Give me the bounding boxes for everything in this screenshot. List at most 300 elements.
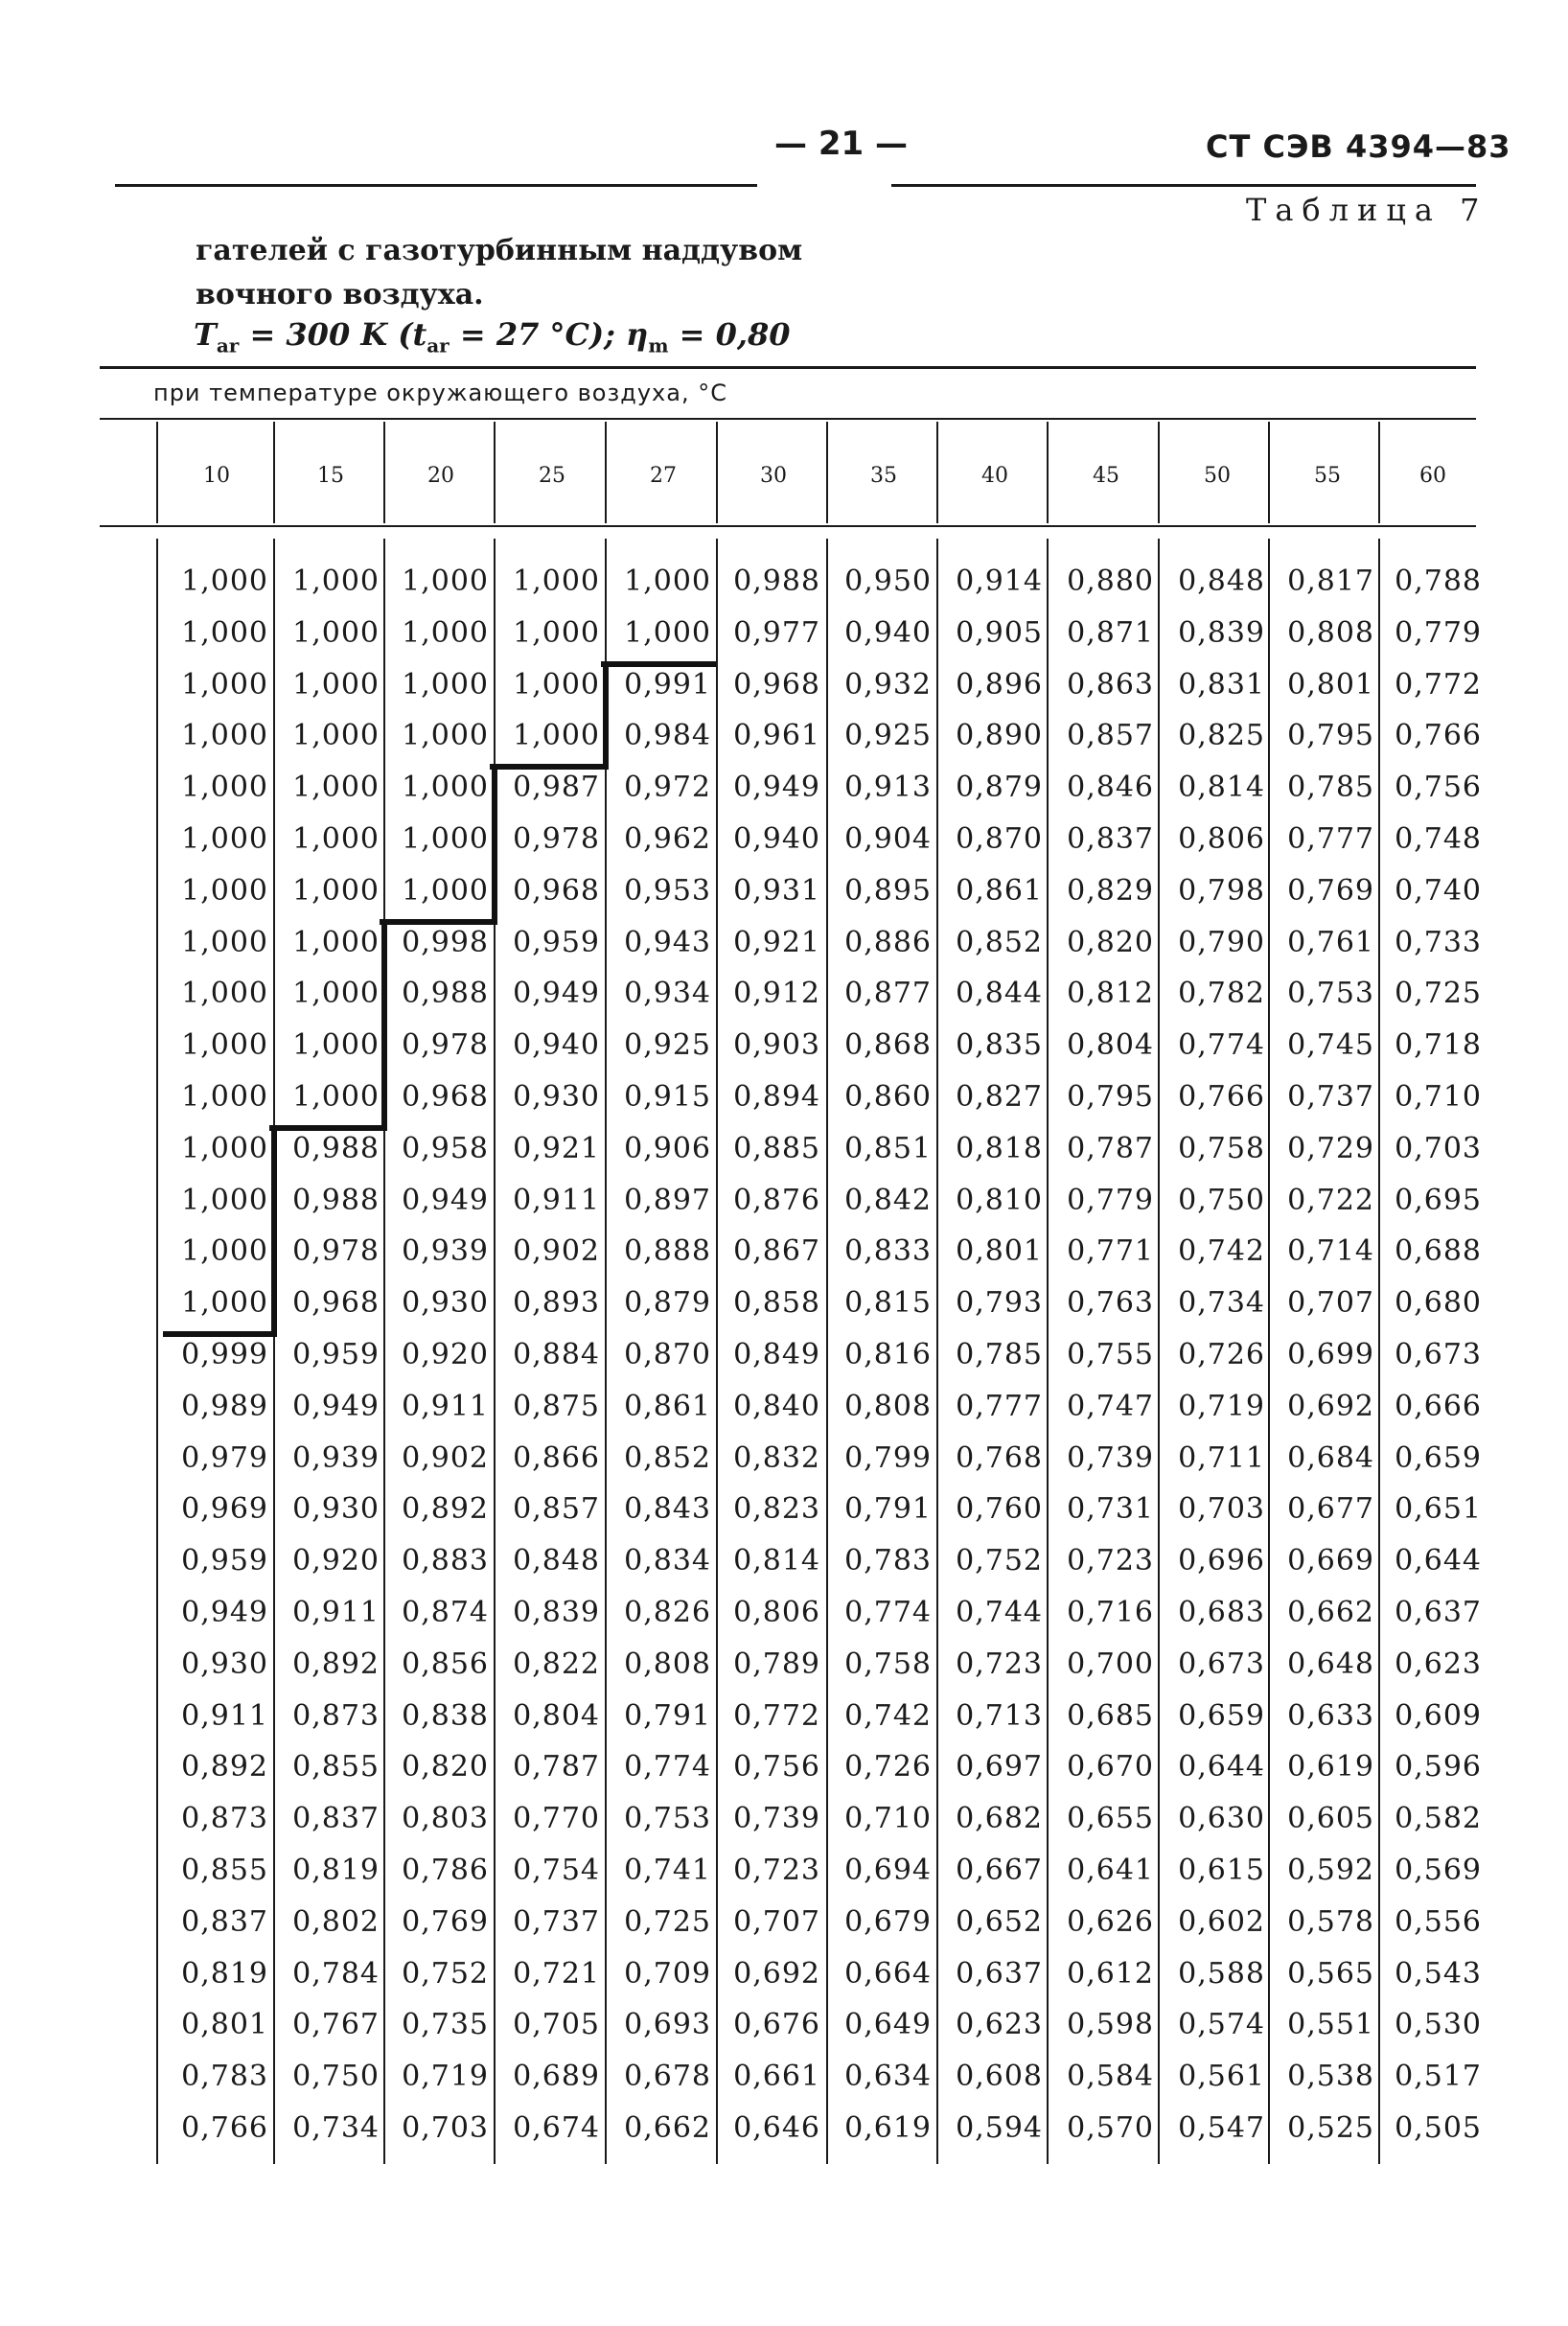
table-cell: 0,719 xyxy=(1178,1389,1265,1423)
header-top-rule xyxy=(100,418,1476,420)
table-cell: 0,766 xyxy=(1178,1080,1265,1114)
table-cell: 0,731 xyxy=(1067,1492,1154,1527)
table-cell: 0,768 xyxy=(956,1440,1043,1475)
table-cell: 0,664 xyxy=(844,1956,932,1991)
table-cell: 0,752 xyxy=(956,1544,1043,1578)
table-cell: 0,594 xyxy=(956,2111,1043,2145)
table-cell: 0,984 xyxy=(624,719,711,753)
table-cell: 1,000 xyxy=(181,873,268,908)
table-cell: 0,612 xyxy=(1067,1956,1154,1991)
table-cell: 0,823 xyxy=(733,1492,820,1527)
table-cell: 0,914 xyxy=(956,564,1043,598)
table-cell: 0,822 xyxy=(513,1647,600,1681)
table-cell: 0,979 xyxy=(181,1440,268,1475)
table-cell: 0,651 xyxy=(1395,1492,1482,1527)
table-cell: 0,726 xyxy=(844,1750,932,1785)
table-cell: 0,747 xyxy=(1067,1389,1154,1423)
table-cell: 0,834 xyxy=(624,1544,711,1578)
table-cell: 0,662 xyxy=(1287,1596,1374,1629)
boundary-step-line xyxy=(381,919,387,1131)
table-cell: 0,592 xyxy=(1287,1854,1374,1887)
table-cell: 0,674 xyxy=(513,2111,600,2145)
table-cell: 1,000 xyxy=(513,667,600,702)
boundary-step-line xyxy=(380,919,494,925)
table-cell: 0,767 xyxy=(292,2008,380,2042)
column-divider-header xyxy=(1378,422,1380,523)
table-cell: 0,892 xyxy=(181,1750,268,1785)
table-cell: 0,789 xyxy=(733,1647,820,1681)
table-cell: 0,582 xyxy=(1395,1802,1482,1836)
table-cell: 0,930 xyxy=(513,1080,600,1114)
table-cell: 0,949 xyxy=(402,1183,489,1217)
table-cell: 0,968 xyxy=(292,1286,380,1321)
table-cell: 1,000 xyxy=(181,1234,268,1269)
table-cell: 0,958 xyxy=(402,1131,489,1165)
table-cell: 0,763 xyxy=(1067,1286,1154,1321)
table-cell: 1,000 xyxy=(292,1028,380,1063)
table-cell: 0,799 xyxy=(844,1440,932,1475)
table-cell: 0,644 xyxy=(1178,1750,1265,1785)
table-cell: 0,543 xyxy=(1395,1956,1482,1991)
table-cell: 0,637 xyxy=(1395,1596,1482,1629)
table-cell: 0,707 xyxy=(733,1904,820,1939)
table-cell: 1,000 xyxy=(513,719,600,753)
table-cell: 0,866 xyxy=(513,1440,600,1475)
formula-eta-sub: m xyxy=(648,334,669,357)
table-cell: 1,000 xyxy=(181,615,268,650)
table-cell: 0,783 xyxy=(844,1544,932,1578)
table-cell: 0,903 xyxy=(733,1028,820,1063)
table-cell: 0,693 xyxy=(624,2008,711,2042)
table-cell: 1,000 xyxy=(181,719,268,753)
table-cell: 0,739 xyxy=(733,1802,820,1836)
table-cell: 0,968 xyxy=(402,1080,489,1114)
table-cell: 0,867 xyxy=(733,1234,820,1269)
table-cell: 0,644 xyxy=(1395,1544,1482,1578)
table-cell: 0,884 xyxy=(513,1338,600,1371)
table-cell: 0,861 xyxy=(624,1389,711,1423)
table-cell: 0,806 xyxy=(733,1596,820,1629)
table-cell: 0,940 xyxy=(733,822,820,856)
table-cell: 1,000 xyxy=(402,822,489,856)
table-cell: 0,688 xyxy=(1395,1234,1482,1269)
table-cell: 0,756 xyxy=(1395,771,1482,805)
table-cell: 0,652 xyxy=(956,1904,1043,1939)
table-cell: 0,722 xyxy=(1287,1183,1374,1217)
table-cell: 0,940 xyxy=(513,1028,600,1063)
formula-mid: = 300 K (t xyxy=(239,316,427,353)
table-cell: 0,880 xyxy=(1067,564,1154,598)
table-cell: 0,877 xyxy=(844,977,932,1011)
table-cell: 0,802 xyxy=(292,1904,380,1939)
table-cell: 0,873 xyxy=(181,1802,268,1836)
table-cell: 0,707 xyxy=(1287,1286,1374,1321)
table-cell: 0,849 xyxy=(733,1338,820,1371)
table-cell: 0,793 xyxy=(956,1286,1043,1321)
table-cell: 0,905 xyxy=(956,615,1043,650)
table-cell: 0,637 xyxy=(956,1956,1043,1991)
table-cell: 0,801 xyxy=(181,2008,268,2042)
table-cell: 0,949 xyxy=(292,1389,380,1423)
table-cell: 0,694 xyxy=(844,1854,932,1887)
table-cell: 0,772 xyxy=(733,1698,820,1733)
table-cell: 1,000 xyxy=(402,873,489,908)
table-cell: 0,673 xyxy=(1178,1647,1265,1681)
table-cell: 0,648 xyxy=(1287,1647,1374,1681)
table-cell: 0,551 xyxy=(1287,2008,1374,2042)
table-cell: 0,860 xyxy=(844,1080,932,1114)
table-cell: 0,505 xyxy=(1395,2111,1482,2145)
document-code: СТ СЭВ 4394—83 xyxy=(1206,128,1511,165)
table-cell: 0,886 xyxy=(844,925,932,959)
table-cell: 0,832 xyxy=(733,1440,820,1475)
table-cell: 0,991 xyxy=(624,667,711,702)
table-cell: 0,750 xyxy=(292,2060,380,2094)
table-cell: 0,801 xyxy=(1287,667,1374,702)
column-divider-header xyxy=(1158,422,1160,523)
table-cell: 0,784 xyxy=(292,1956,380,1991)
table-cell: 0,896 xyxy=(956,667,1043,702)
table-cell: 0,662 xyxy=(624,2111,711,2145)
table-cell: 0,814 xyxy=(733,1544,820,1578)
table-cell: 0,630 xyxy=(1178,1802,1265,1836)
table-cell: 0,623 xyxy=(956,2008,1043,2042)
table-cell: 0,786 xyxy=(402,1854,489,1887)
table-cell: 0,699 xyxy=(1287,1338,1374,1371)
table-cell: 0,969 xyxy=(181,1492,268,1527)
table-cell: 0,911 xyxy=(513,1183,600,1217)
table-cell: 0,949 xyxy=(181,1596,268,1629)
table-cell: 0,716 xyxy=(1067,1596,1154,1629)
column-header: 15 xyxy=(317,464,344,488)
table-cell: 0,978 xyxy=(402,1028,489,1063)
table-cell: 0,932 xyxy=(844,667,932,702)
boundary-step-line xyxy=(271,1125,277,1337)
table-cell: 0,858 xyxy=(733,1286,820,1321)
boundary-step-line xyxy=(269,1125,383,1131)
table-cell: 0,930 xyxy=(181,1647,268,1681)
column-header: 35 xyxy=(870,464,897,488)
table-cell: 0,615 xyxy=(1178,1854,1265,1887)
table-cell: 0,870 xyxy=(624,1338,711,1371)
table-cell: 0,726 xyxy=(1178,1338,1265,1371)
table-cell: 0,723 xyxy=(956,1647,1043,1681)
table-cell: 0,817 xyxy=(1287,564,1374,598)
table-cell: 0,810 xyxy=(956,1183,1043,1217)
table-cell: 0,760 xyxy=(956,1492,1043,1527)
table-cell: 0,745 xyxy=(1287,1028,1374,1063)
table-cell: 0,791 xyxy=(844,1492,932,1527)
table-cell: 0,530 xyxy=(1395,2008,1482,2042)
table-cell: 0,598 xyxy=(1067,2008,1154,2042)
table-cell: 0,700 xyxy=(1067,1647,1154,1681)
table-cell: 0,734 xyxy=(1178,1286,1265,1321)
table-cell: 0,752 xyxy=(402,1956,489,1991)
table-cell: 0,988 xyxy=(292,1131,380,1165)
table-cell: 0,742 xyxy=(844,1698,932,1733)
header-rule-right xyxy=(891,184,1476,187)
table-cell: 0,826 xyxy=(624,1596,711,1629)
table-cell: 0,988 xyxy=(733,564,820,598)
table-cell: 0,739 xyxy=(1067,1440,1154,1475)
table-cell: 0,815 xyxy=(844,1286,932,1321)
table-cell: 0,788 xyxy=(1395,564,1482,598)
table-cell: 0,723 xyxy=(733,1854,820,1887)
table-cell: 0,696 xyxy=(1178,1544,1265,1578)
table-cell: 1,000 xyxy=(402,719,489,753)
table-cell: 0,679 xyxy=(844,1904,932,1939)
table-cell: 0,661 xyxy=(733,2060,820,2094)
table-cell: 0,556 xyxy=(1395,1904,1482,1939)
table-cell: 0,812 xyxy=(1067,977,1154,1011)
table-cell: 0,835 xyxy=(956,1028,1043,1063)
table-cell: 0,943 xyxy=(624,925,711,959)
table-cell: 0,609 xyxy=(1395,1698,1482,1733)
table-cell: 0,771 xyxy=(1067,1234,1154,1269)
table-cell: 0,978 xyxy=(292,1234,380,1269)
table-cell: 0,729 xyxy=(1287,1131,1374,1165)
formula-end: = 0,80 xyxy=(668,316,791,353)
table-cell: 0,798 xyxy=(1178,873,1265,908)
table-cell: 0,570 xyxy=(1067,2111,1154,2145)
table-cell: 0,808 xyxy=(844,1389,932,1423)
table-cell: 0,525 xyxy=(1287,2111,1374,2145)
table-cell: 1,000 xyxy=(402,564,489,598)
table-cell: 0,673 xyxy=(1395,1338,1482,1371)
table-cell: 0,766 xyxy=(1395,719,1482,753)
table-cell: 1,000 xyxy=(181,1183,268,1217)
table-cell: 0,893 xyxy=(513,1286,600,1321)
table-cell: 0,837 xyxy=(181,1904,268,1939)
table-label: Таблица 7 xyxy=(1246,192,1488,228)
table-cell: 0,633 xyxy=(1287,1698,1374,1733)
table-cell: 0,678 xyxy=(624,2060,711,2094)
table-cell: 0,758 xyxy=(844,1647,932,1681)
table-cell: 0,844 xyxy=(956,977,1043,1011)
table-cell: 0,920 xyxy=(402,1338,489,1371)
table-cell: 0,785 xyxy=(1287,771,1374,805)
header-rule-left xyxy=(115,184,757,187)
table-cell: 0,697 xyxy=(956,1750,1043,1785)
table-cell: 0,750 xyxy=(1178,1183,1265,1217)
table-cell: 0,818 xyxy=(956,1131,1043,1165)
table-cell: 0,772 xyxy=(1395,667,1482,702)
table-cell: 0,666 xyxy=(1395,1389,1482,1423)
table-cell: 0,892 xyxy=(292,1647,380,1681)
boundary-step-line xyxy=(603,661,609,771)
table-cell: 0,827 xyxy=(956,1080,1043,1114)
table-cell: 0,770 xyxy=(513,1802,600,1836)
table-cell: 0,978 xyxy=(513,822,600,856)
table-cell: 0,921 xyxy=(513,1131,600,1165)
table-cell: 0,920 xyxy=(292,1544,380,1578)
boundary-step-line xyxy=(163,1331,273,1337)
table-cell: 1,000 xyxy=(402,771,489,805)
table-cell: 0,769 xyxy=(402,1904,489,1939)
table-cell: 1,000 xyxy=(402,667,489,702)
table-cell: 0,608 xyxy=(956,2060,1043,2094)
table-cell: 0,890 xyxy=(956,719,1043,753)
table-cell: 0,795 xyxy=(1067,1080,1154,1114)
table-cell: 0,682 xyxy=(956,1802,1043,1836)
table-cell: 0,863 xyxy=(1067,667,1154,702)
table-cell: 1,000 xyxy=(624,615,711,650)
table-cell: 0,740 xyxy=(1395,873,1482,908)
table-cell: 0,999 xyxy=(181,1338,268,1371)
formula-T-sub: ar xyxy=(216,334,240,357)
table-cell: 0,734 xyxy=(292,2111,380,2145)
table-cell: 1,000 xyxy=(181,564,268,598)
table-cell: 0,819 xyxy=(292,1854,380,1887)
table-cell: 0,703 xyxy=(402,2111,489,2145)
table-cell: 0,774 xyxy=(844,1596,932,1629)
column-header: 45 xyxy=(1093,464,1119,488)
table-cell: 0,911 xyxy=(402,1389,489,1423)
table-cell: 0,950 xyxy=(844,564,932,598)
table-cell: 0,703 xyxy=(1178,1492,1265,1527)
table-cell: 0,602 xyxy=(1178,1904,1265,1939)
table-cell: 0,814 xyxy=(1178,771,1265,805)
table-cell: 0,825 xyxy=(1178,719,1265,753)
table-cell: 0,680 xyxy=(1395,1286,1482,1321)
table-cell: 0,911 xyxy=(181,1698,268,1733)
column-divider-header xyxy=(156,422,158,523)
table-cell: 0,744 xyxy=(956,1596,1043,1629)
column-divider-header xyxy=(494,422,496,523)
boundary-step-line xyxy=(601,661,716,667)
page-number: — 21 — xyxy=(774,125,908,163)
table-cell: 0,755 xyxy=(1067,1338,1154,1371)
table-cell: 0,714 xyxy=(1287,1234,1374,1269)
column-header: 60 xyxy=(1419,464,1446,488)
table-cell: 0,998 xyxy=(402,925,489,959)
table-cell: 0,649 xyxy=(844,2008,932,2042)
table-cell: 0,634 xyxy=(844,2060,932,2094)
table-cell: 0,710 xyxy=(1395,1080,1482,1114)
table-cell: 0,766 xyxy=(181,2111,268,2145)
table-cell: 0,779 xyxy=(1067,1183,1154,1217)
table-cell: 0,777 xyxy=(956,1389,1043,1423)
table-cell: 0,831 xyxy=(1178,667,1265,702)
table-cell: 0,777 xyxy=(1287,822,1374,856)
table-cell: 1,000 xyxy=(292,771,380,805)
table-cell: 0,939 xyxy=(292,1440,380,1475)
table-cell: 0,689 xyxy=(513,2060,600,2094)
column-divider-header xyxy=(716,422,718,523)
table-title-line2: вочного воздуха. xyxy=(196,278,484,311)
table-cell: 0,565 xyxy=(1287,1956,1374,1991)
table-cell: 0,659 xyxy=(1395,1440,1482,1475)
table-cell: 0,703 xyxy=(1395,1131,1482,1165)
table-cell: 0,962 xyxy=(624,822,711,856)
table-cell: 1,000 xyxy=(181,1131,268,1165)
column-divider-header xyxy=(605,422,607,523)
table-title-line1: гателей с газотурбинным наддувом xyxy=(196,234,803,267)
table-cell: 0,959 xyxy=(513,925,600,959)
table-cell: 0,723 xyxy=(1067,1544,1154,1578)
table-cell: 1,000 xyxy=(292,719,380,753)
table-cell: 0,839 xyxy=(1178,615,1265,650)
table-cell: 0,913 xyxy=(844,771,932,805)
table-cell: 0,670 xyxy=(1067,1750,1154,1785)
table-cell: 0,883 xyxy=(402,1544,489,1578)
table-cell: 1,000 xyxy=(181,1080,268,1114)
table-cell: 1,000 xyxy=(292,822,380,856)
table-cell: 0,892 xyxy=(402,1492,489,1527)
table-cell: 0,968 xyxy=(733,667,820,702)
table-cell: 1,000 xyxy=(513,564,600,598)
table-cell: 0,761 xyxy=(1287,925,1374,959)
table-cell: 0,838 xyxy=(402,1698,489,1733)
table-cell: 0,677 xyxy=(1287,1492,1374,1527)
table-cell: 1,000 xyxy=(181,1286,268,1321)
table-cell: 0,989 xyxy=(181,1389,268,1423)
table-cell: 0,856 xyxy=(402,1647,489,1681)
table-cell: 0,782 xyxy=(1178,977,1265,1011)
table-cell: 0,861 xyxy=(956,873,1043,908)
table-cell: 0,879 xyxy=(624,1286,711,1321)
table-cell: 0,758 xyxy=(1178,1131,1265,1165)
table-cell: 0,721 xyxy=(513,1956,600,1991)
column-divider-header xyxy=(273,422,275,523)
table-cell: 0,988 xyxy=(292,1183,380,1217)
table-cell: 0,855 xyxy=(292,1750,380,1785)
table-cell: 0,852 xyxy=(956,925,1043,959)
table-cell: 1,000 xyxy=(402,615,489,650)
table-cell: 0,605 xyxy=(1287,1802,1374,1836)
column-header: 27 xyxy=(650,464,677,488)
table-cell: 0,972 xyxy=(624,771,711,805)
table-cell: 0,804 xyxy=(1067,1028,1154,1063)
table-cell: 0,843 xyxy=(624,1492,711,1527)
table-cell: 0,961 xyxy=(733,719,820,753)
table-cell: 0,875 xyxy=(513,1389,600,1423)
table-cell: 0,561 xyxy=(1178,2060,1265,2094)
formula-T: T xyxy=(194,316,217,353)
table-cell: 0,753 xyxy=(624,1802,711,1836)
table-cell: 0,705 xyxy=(513,2008,600,2042)
table-cell: 0,949 xyxy=(513,977,600,1011)
table-cell: 1,000 xyxy=(292,873,380,908)
table-cell: 0,842 xyxy=(844,1183,932,1217)
table-cell: 1,000 xyxy=(513,615,600,650)
table-cell: 1,000 xyxy=(181,925,268,959)
table-cell: 0,538 xyxy=(1287,2060,1374,2094)
table-cell: 0,713 xyxy=(956,1698,1043,1733)
table-cell: 0,879 xyxy=(956,771,1043,805)
table-cell: 0,848 xyxy=(1178,564,1265,598)
table-cell: 1,000 xyxy=(292,667,380,702)
table-cell: 0,791 xyxy=(624,1698,711,1733)
table-cell: 0,902 xyxy=(402,1440,489,1475)
boundary-step-line xyxy=(492,764,497,924)
table-cell: 0,733 xyxy=(1395,925,1482,959)
table-cell: 0,692 xyxy=(1287,1389,1374,1423)
conditions-formula xyxy=(194,316,791,357)
table-cell: 0,754 xyxy=(513,1854,600,1887)
table-cell: 0,820 xyxy=(402,1750,489,1785)
table-cell: 0,646 xyxy=(733,2111,820,2145)
table-cell: 0,925 xyxy=(844,719,932,753)
column-header: 10 xyxy=(203,464,230,488)
table-cell: 0,806 xyxy=(1178,822,1265,856)
table-cell: 0,911 xyxy=(292,1596,380,1629)
table-cell: 0,655 xyxy=(1067,1802,1154,1836)
table-cell: 0,619 xyxy=(844,2111,932,2145)
column-divider-header xyxy=(1047,422,1049,523)
table-cell: 0,787 xyxy=(1067,1131,1154,1165)
formula-tail: = 27 °C); η xyxy=(449,316,649,353)
